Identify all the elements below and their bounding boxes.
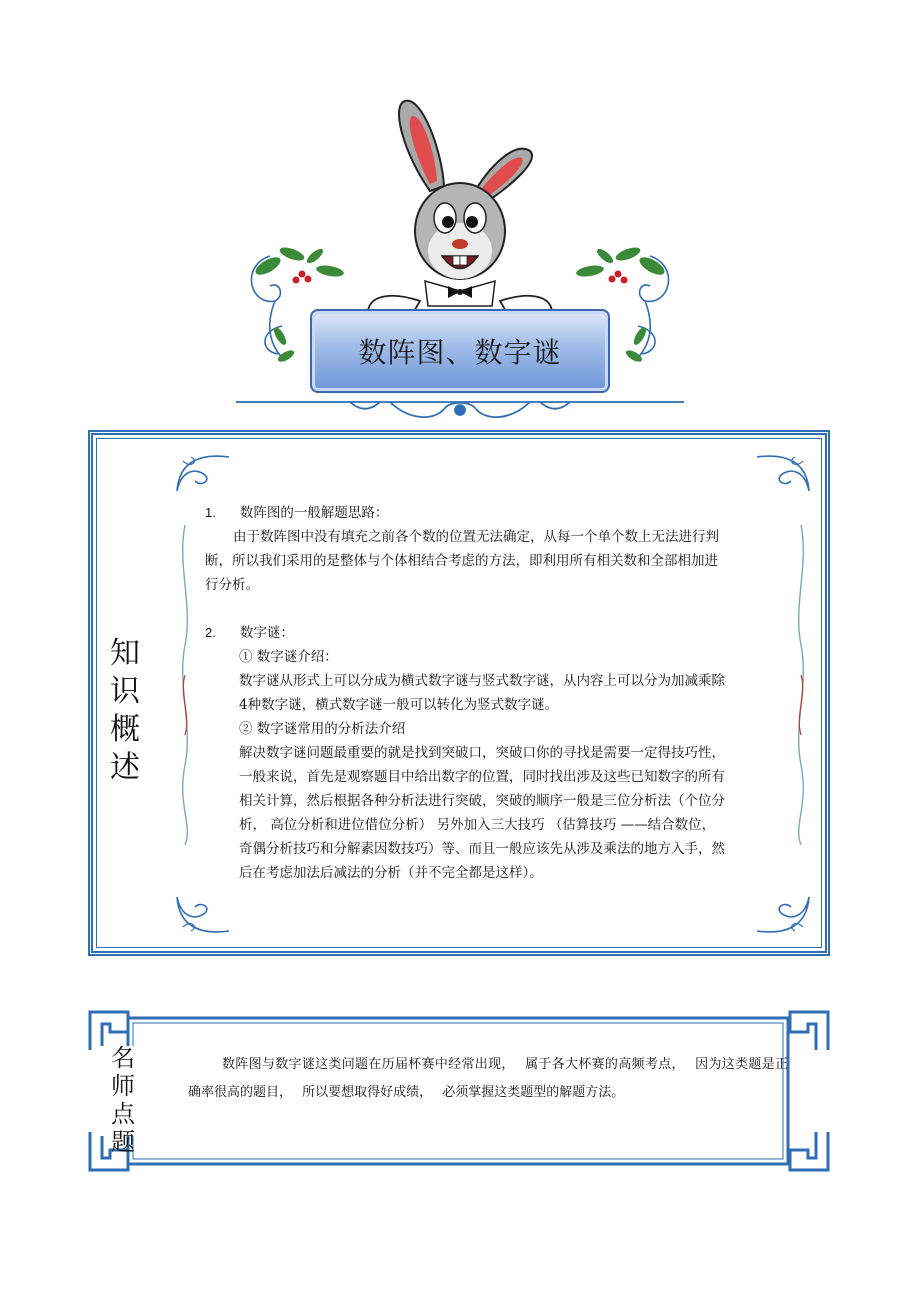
page-title: 数阵图、数字谜 xyxy=(358,336,562,369)
side-title-char: 师 xyxy=(111,1072,135,1100)
item-1-body: 由于数阵图中没有填充之前各个数的位置无法确定，从每一个单个数上无法进行判断，所以我们采用的是整体与个体相结合考虑的方法，即利用所有相关数和全部相加进行分析。 xyxy=(205,529,719,593)
side-title-char: 概 xyxy=(110,712,140,747)
corner-ornament-bottom-right xyxy=(753,875,815,937)
item-number: 1. xyxy=(205,505,216,520)
item-heading-text: 数阵图的一般解题思路： xyxy=(239,505,389,521)
side-title-char: 名 xyxy=(111,1044,135,1072)
title-banner xyxy=(230,96,690,426)
corner-ornament-top-right xyxy=(753,451,815,513)
knowledge-overview-box xyxy=(88,430,830,956)
bottom-flourish xyxy=(236,402,684,417)
item-1-heading xyxy=(205,501,725,525)
side-title-char: 述 xyxy=(110,750,140,785)
tip-body: 数阵图与数字谜这类问题在历届杯赛中经常出现， 属于各大杯赛的高频考点， 因为这类题是正确率很高的题目， 所以要想取得好成绩， 必须掌握这类题型的解题方法。 xyxy=(188,1057,788,1100)
item-number: 2. xyxy=(205,625,216,640)
berries-left xyxy=(293,271,312,284)
subitem-1-heading: ① 数字谜介绍： xyxy=(239,649,338,665)
knowledge-content xyxy=(205,501,725,885)
item-heading-text: 数字谜： xyxy=(239,625,294,641)
subitem-1-body: 数字谜从形式上可以分成为横式数字谜与竖式数字谜，从内容上可以分为加减乘除 4种数字谜，横式数字谜一般可以转化为竖式数字谜。 xyxy=(239,673,725,713)
side-title-char: 点 xyxy=(111,1100,135,1128)
title-plate xyxy=(310,309,610,393)
vine-ornament-right xyxy=(791,525,811,845)
knowledge-side-title xyxy=(105,635,145,787)
teacher-tip-box xyxy=(88,1010,830,1172)
rabbit-head xyxy=(415,183,505,279)
item-2-heading xyxy=(205,621,725,645)
side-title-char: 识 xyxy=(110,674,140,709)
side-title-char: 知 xyxy=(110,636,140,671)
tip-side-title xyxy=(106,1044,140,1156)
side-title-char: 题 xyxy=(111,1128,135,1156)
vine-ornament-left xyxy=(175,525,195,845)
subitem-2-heading: ② 数字谜常用的分析法介绍 xyxy=(239,721,406,737)
berries-right xyxy=(609,271,628,284)
subitem-2-body: 解决数字谜问题最重要的就是找到突破口，突破口你的寻找是需要一定得技巧性，一般来说，首先是观察题目中给出数字的位置，同时找出涉及这些已知数字的所有相关计算，然后根据各种分析法进行突破，突破的顺序一般是三位分析法（个位分析， 高位分析和进位借位分析） 另外加入三大技巧 （估算技巧 ——结合数位，奇偶分析技巧和分解素因数技巧）等、而且一般应该先从涉及乘法的地方入手，然后在考虑加法后减法的分析（并不完全都是这样）。 xyxy=(239,745,725,881)
